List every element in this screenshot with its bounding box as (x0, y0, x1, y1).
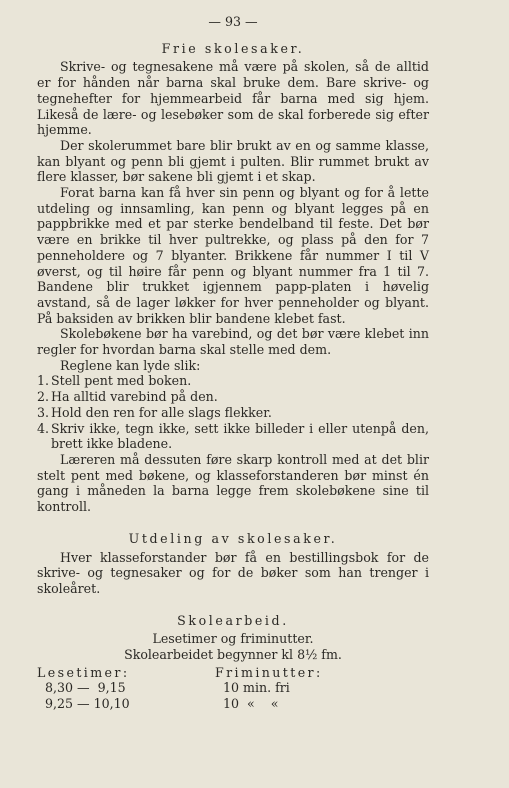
section-subtitle: Lesetimer og friminutter. (152, 631, 314, 647)
list-number: 4. (37, 420, 50, 436)
list-text: Stell pent med boken. (51, 373, 192, 389)
paragraph: Skolebøkene bør ha varebind, og det bør være klebet inn regler for hvordan barna skal stelle med dem. (37, 326, 429, 358)
list-item (37, 389, 429, 405)
schedule-row: 10 min. fri (223, 680, 290, 696)
paragraph: Læreren må dessuten føre skarp kontroll med at det blir stelt pent med bøkene, og klasseforstanderen bør minst én gang i måneden la barna legge frem skolebøkene sine til kontroll. (37, 451, 429, 515)
list-text: Ha alltid varebind på den. (51, 389, 218, 405)
section-title-skolearbeid: Skolearbeid. (177, 612, 289, 628)
page-content (37, 14, 429, 712)
schedule-column-friminutter (215, 665, 393, 712)
list-text: Hold den ren for alle slags flekker. (51, 404, 272, 420)
schedule-column-lesetimer (37, 665, 215, 712)
schedule-table (37, 665, 429, 712)
section-title-frie-skolesaker: Frie skolesaker. (161, 40, 305, 56)
list-number: 3. (37, 404, 50, 420)
schedule-row: 8,30 — 9,15 (45, 680, 126, 696)
list-item (37, 373, 429, 389)
list-number: 2. (37, 389, 50, 405)
list-text: Skriv ikke, tegn ikke, sett ikke billeder i eller utenpå den, brett ikke bladene. (51, 420, 429, 452)
paragraph: Forat barna kan få hver sin penn og blyant og for å lette utdeling og innsamling, kan penn og blyant legges på en pappbrikke med et par sterke bendelband til feste. Det bør være en brikke til hver pultrekke, og plass på den for 7 penneholdere og 7 blyanter. Brikkene får nummer I til V øverst, og til høire får penn og blyant nummer fra 1 til 7. Bandene blir trukket igjennem papp-platen i høvelig avstand, så de lager løkker for hver penneholder og blyant. På baksiden av brikken blir bandene klebet fast. (37, 185, 429, 326)
list-number: 1. (37, 373, 50, 389)
rules-list (37, 373, 429, 452)
section-title-utdeling: Utdeling av skolesaker. (128, 530, 338, 546)
start-time-line: Skolearbeidet begynner kl 8½ fm. (124, 647, 342, 663)
column-header: Friminutter: (215, 664, 323, 680)
paragraph: Skrive- og tegnesakene må være på skolen, så de alltid er for hånden når barna skal bruke dem. Bare skrive- og tegnehefter for hjemmearbeid får barna med sig hjem. Likeså de lære- og lesebøker som de skal forberede sig efter hjemme. (37, 59, 429, 138)
paragraph: Hver klasseforstander bør få en bestillingsbok for de skrive- og tegnesaker og for de bøker som han trenger i skoleåret. (37, 549, 429, 596)
schedule-row: 9,25 — 10,10 (45, 696, 130, 712)
column-header: Lesetimer: (37, 664, 130, 680)
list-item (37, 405, 429, 421)
paragraph: Reglene kan lyde slik: (60, 357, 201, 373)
schedule-row: 10 « « (223, 696, 279, 712)
page-number: — 93 — (208, 14, 258, 29)
list-item (37, 421, 429, 452)
paragraph: Der skolerummet bare blir brukt av en og samme klasse, kan blyant og penn bli gjemt i pulten. Blir rummet brukt av flere klasser, bør sakene bli gjemt i et skap. (37, 137, 429, 185)
